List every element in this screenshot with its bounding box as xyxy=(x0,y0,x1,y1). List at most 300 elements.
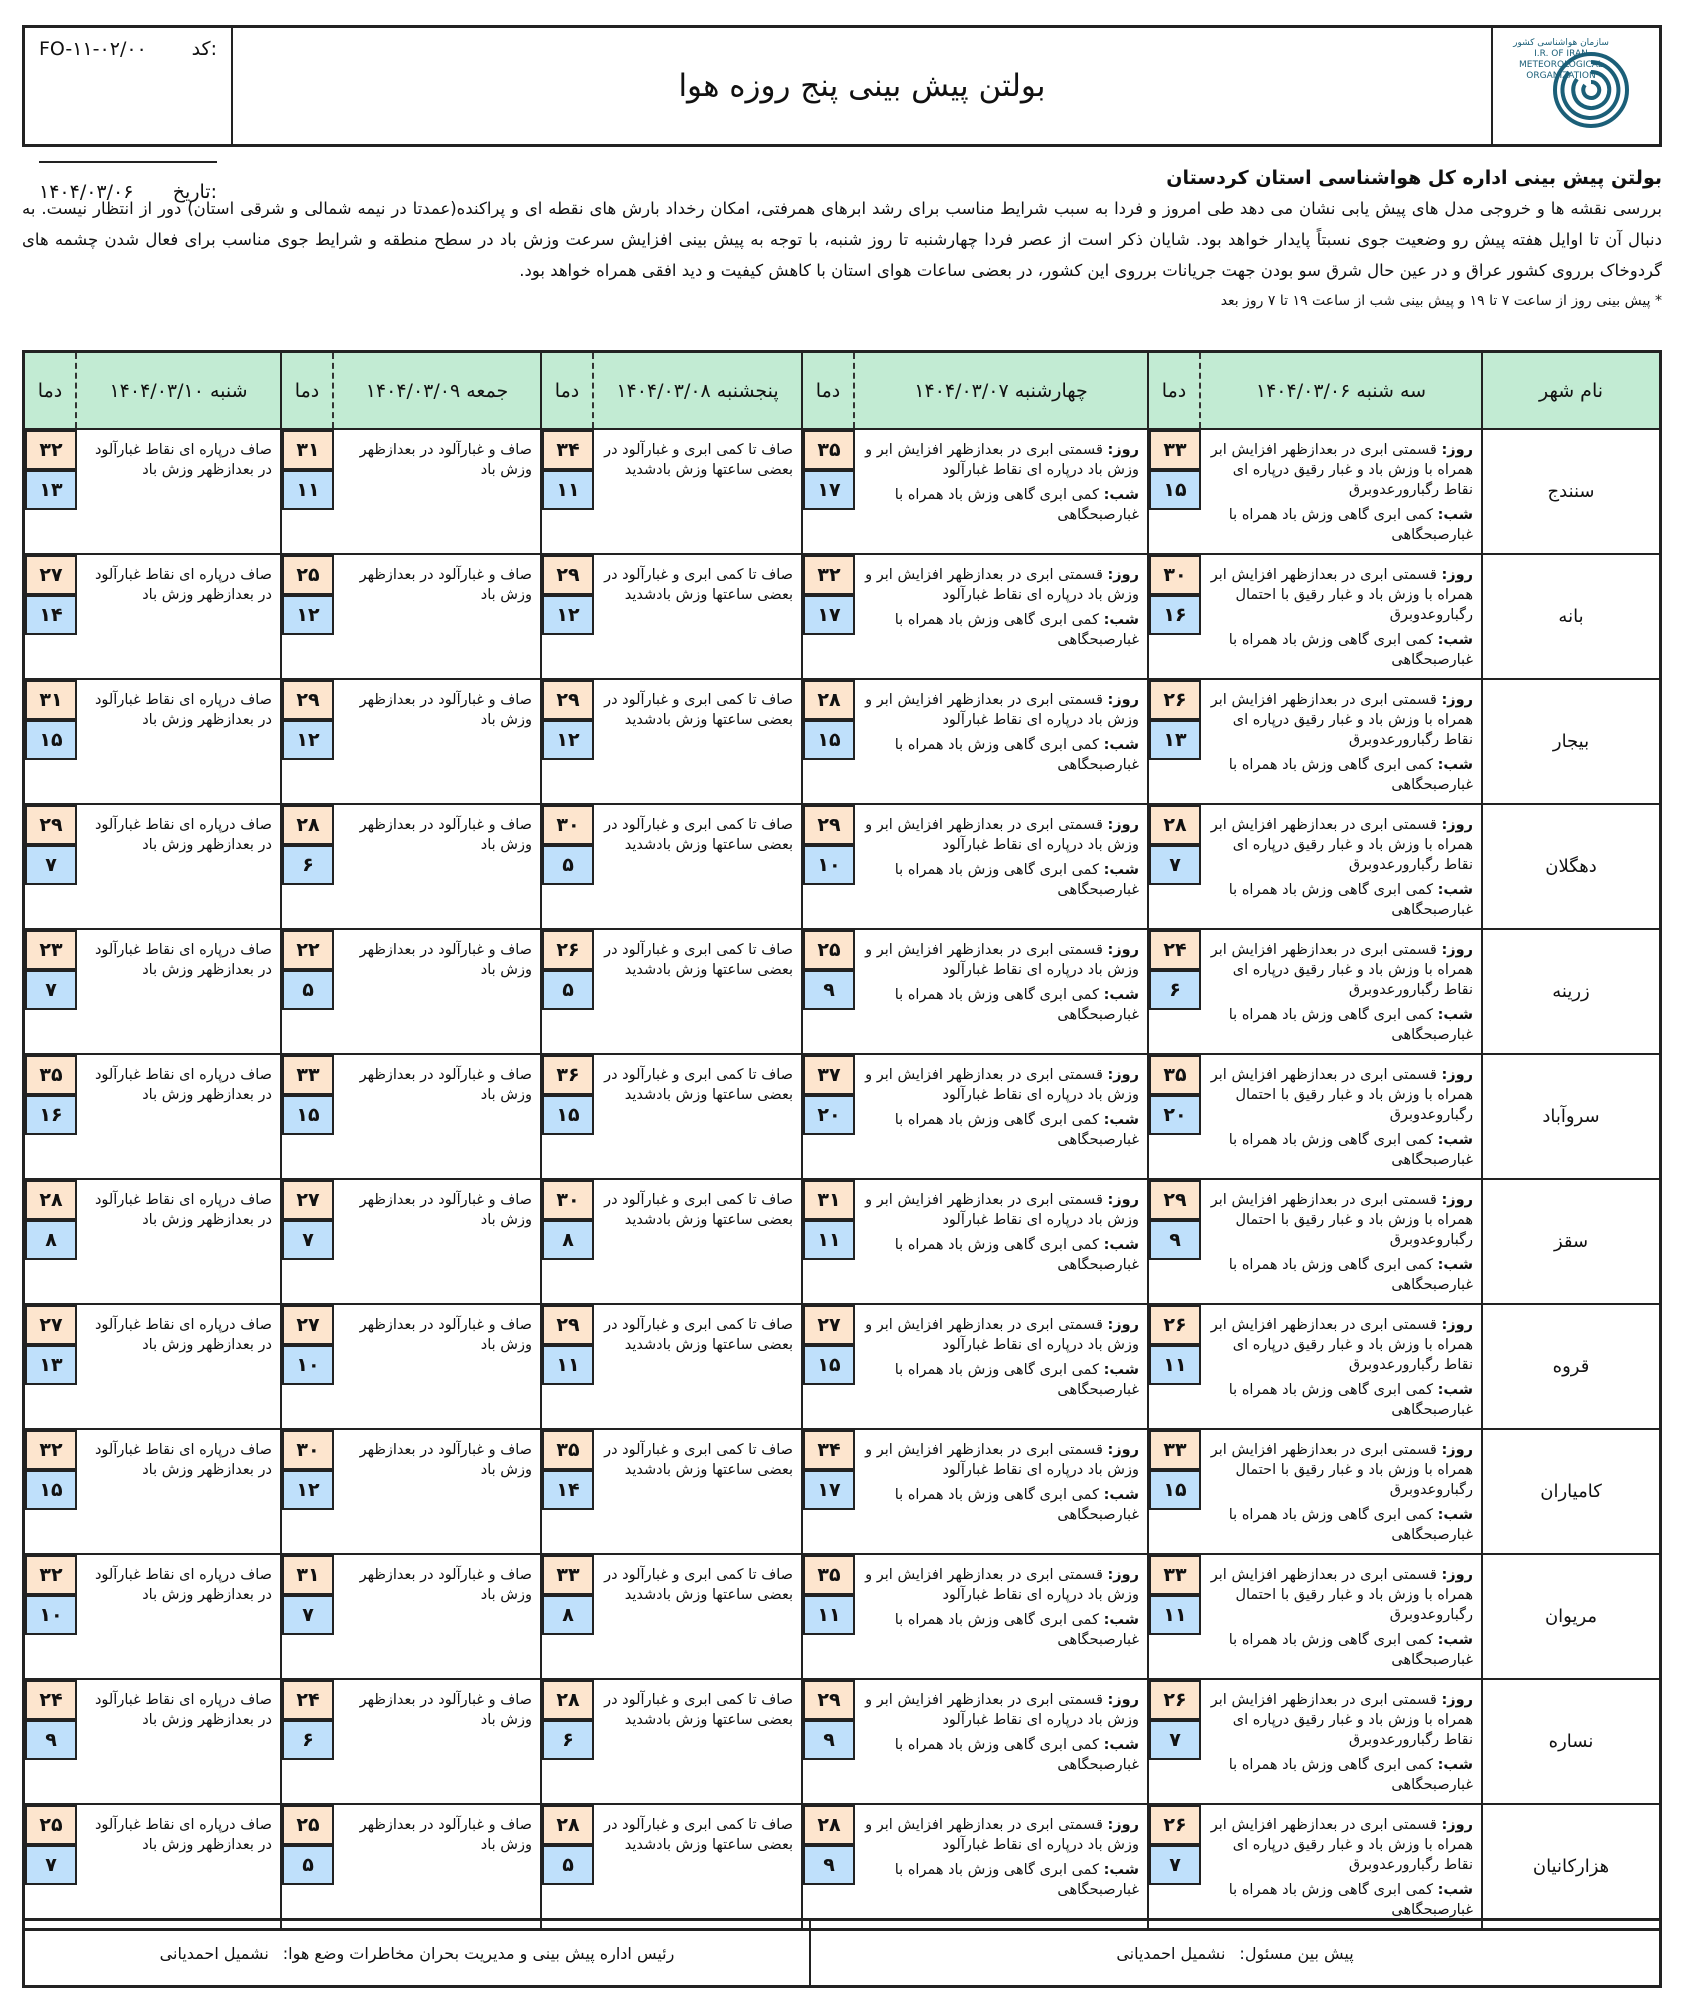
day-text: قسمتی ابری در بعدازظهر افزایش ابر و وزش باد درپاره ای نقاط غبارآلود xyxy=(865,817,1139,853)
min-temp: ۱۲ xyxy=(282,595,334,635)
night-forecast xyxy=(1205,1755,1473,1795)
table-row xyxy=(25,680,1659,805)
night-label: شب: xyxy=(1437,507,1473,523)
organization-logo xyxy=(1491,28,1659,144)
min-temp: ۱۵ xyxy=(803,720,855,760)
min-temp: ۷ xyxy=(1149,1720,1201,1760)
forecast-description: صاف تا کمی ابری و غبارآلود در بعضی ساعتها وزش بادشدید xyxy=(594,1805,803,1928)
day-text: قسمتی ابری در بعدازظهر افزایش ابر و وزش باد درپاره ای نقاط غبارآلود xyxy=(865,1567,1139,1603)
night-forecast xyxy=(1205,1505,1473,1545)
intro-heading: بولتن پیش بینی اداره کل هواشناسی استان کردستان xyxy=(1166,167,1662,189)
day-forecast xyxy=(859,1815,1139,1855)
night-text: کمی ابری گاهی وزش باد همراه با غبارصبحگاهی xyxy=(1228,1507,1473,1543)
temp-cell xyxy=(542,555,594,678)
forecast-description: صاف درپاره ای نقاط غبارآلود در بعدازظهر وزش باد xyxy=(77,805,282,928)
temp-cell xyxy=(542,1680,594,1803)
max-temp: ۳۳ xyxy=(1149,430,1201,470)
forecast-description: صاف و غبارآلود در بعدازظهر وزش باد xyxy=(334,1555,542,1678)
max-temp: ۲۶ xyxy=(1149,1305,1201,1345)
forecast-description xyxy=(855,805,1149,928)
max-temp: ۳۳ xyxy=(1149,1555,1201,1595)
day-label: روز: xyxy=(1107,817,1139,833)
day-label: روز: xyxy=(1441,442,1473,458)
temp-cell xyxy=(282,805,334,928)
day-forecast xyxy=(1205,1065,1473,1125)
day-label: روز: xyxy=(1107,1067,1139,1083)
temp-cell xyxy=(803,1430,855,1553)
forecast-description: صاف و غبارآلود در بعدازظهر وزش باد xyxy=(334,930,542,1053)
night-label: شب: xyxy=(1103,1737,1139,1753)
max-temp: ۳۲ xyxy=(25,1555,77,1595)
night-text: کمی ابری گاهی وزش باد همراه با غبارصبحگاهی xyxy=(1228,507,1473,543)
forecast-description xyxy=(855,1680,1149,1803)
max-temp: ۲۹ xyxy=(803,1680,855,1720)
night-label: شب: xyxy=(1103,1487,1139,1503)
night-text: کمی ابری گاهی وزش باد همراه با غبارصبحگاهی xyxy=(894,987,1139,1023)
night-forecast xyxy=(859,1110,1139,1150)
day-label: روز: xyxy=(1107,1192,1139,1208)
max-temp: ۳۳ xyxy=(542,1555,594,1595)
max-temp: ۳۴ xyxy=(542,430,594,470)
max-temp: ۲۷ xyxy=(803,1305,855,1345)
forecast-description xyxy=(855,1180,1149,1303)
day-forecast xyxy=(859,565,1139,605)
min-temp: ۱۳ xyxy=(1149,720,1201,760)
night-forecast xyxy=(859,485,1139,525)
forecast-description: صاف درپاره ای نقاط غبارآلود در بعدازظهر وزش باد xyxy=(77,1430,282,1553)
min-temp: ۱۴ xyxy=(25,595,77,635)
temp-cell xyxy=(1149,1305,1201,1428)
temp-cell xyxy=(282,555,334,678)
temp-cell xyxy=(542,1055,594,1178)
day-text: قسمتی ابری در بعدازظهر افزایش ابر همراه با وزش باد و غبار رقیق با احتمال رگباروعدوبرق xyxy=(1210,1442,1473,1498)
min-temp: ۸ xyxy=(542,1595,594,1635)
min-temp: ۱۱ xyxy=(1149,1345,1201,1385)
forecast-description: صاف درپاره ای نقاط غبارآلود در بعدازظهر وزش باد xyxy=(77,1305,282,1428)
temp-header-2: دما xyxy=(803,353,855,428)
min-temp: ۱۶ xyxy=(25,1095,77,1135)
temp-cell xyxy=(1149,805,1201,928)
min-temp: ۱۲ xyxy=(282,720,334,760)
max-temp: ۳۵ xyxy=(25,1055,77,1095)
night-text: کمی ابری گاهی وزش باد همراه با غبارصبحگاهی xyxy=(1228,1132,1473,1168)
day-forecast xyxy=(859,940,1139,980)
forecast-description: صاف تا کمی ابری و غبارآلود در بعضی ساعتها وزش بادشدید xyxy=(594,1180,803,1303)
city-name: بیجار xyxy=(1552,731,1590,752)
min-temp: ۱۵ xyxy=(25,1470,77,1510)
temp-cell xyxy=(542,680,594,803)
night-forecast xyxy=(1205,630,1473,670)
day-label: روز: xyxy=(1107,1442,1139,1458)
forecast-description: صاف تا کمی ابری و غبارآلود در بعضی ساعتها وزش بادشدید xyxy=(594,1305,803,1428)
min-temp: ۱۲ xyxy=(282,1470,334,1510)
max-temp: ۲۹ xyxy=(1149,1180,1201,1220)
forecast-description xyxy=(855,1555,1149,1678)
min-temp: ۶ xyxy=(542,1720,594,1760)
table-row xyxy=(25,1180,1659,1305)
day-text: قسمتی ابری در بعدازظهر افزایش ابر همراه با وزش باد و غبار رقیق درپاره ای نقاط رگبارورعدوبرق xyxy=(1210,442,1473,498)
head-name: نشمیل احمدیانی xyxy=(159,1943,269,1963)
night-text: کمی ابری گاهی وزش باد همراه با غبارصبحگاهی xyxy=(894,1612,1139,1648)
max-temp: ۲۸ xyxy=(282,805,334,845)
max-temp: ۳۵ xyxy=(542,1430,594,1470)
day-text: قسمتی ابری در بعدازظهر افزایش ابر و وزش باد درپاره ای نقاط غبارآلود xyxy=(865,1692,1139,1728)
temp-cell xyxy=(542,805,594,928)
night-forecast xyxy=(1205,505,1473,545)
night-text: کمی ابری گاهی وزش باد همراه با غبارصبحگاهی xyxy=(894,487,1139,523)
max-temp: ۲۷ xyxy=(282,1305,334,1345)
forecast-description: صاف و غبارآلود در بعدازظهر وزش باد xyxy=(334,1805,542,1928)
temp-cell xyxy=(803,930,855,1053)
day-label: روز: xyxy=(1441,692,1473,708)
night-label: شب: xyxy=(1437,1007,1473,1023)
head-label: رئیس اداره پیش بینی و مدیریت بحران مخاطرات وضع هوا: xyxy=(282,1943,675,1963)
forecast-description: صاف و غبارآلود در بعدازظهر وزش باد xyxy=(334,1430,542,1553)
min-temp: ۱۰ xyxy=(803,845,855,885)
forecast-description xyxy=(1201,1680,1483,1803)
night-forecast xyxy=(859,1235,1139,1275)
night-text: کمی ابری گاهی وزش باد همراه با غبارصبحگاهی xyxy=(1228,1007,1473,1043)
day-text: قسمتی ابری در بعدازظهر افزایش ابر همراه با وزش باد و غبار رقیق درپاره ای نقاط رگبارورعدوبرق xyxy=(1210,1317,1473,1373)
min-temp: ۱۵ xyxy=(1149,1470,1201,1510)
forecast-description xyxy=(1201,1430,1483,1553)
day-text: قسمتی ابری در بعدازظهر افزایش ابر و وزش باد درپاره ای نقاط غبارآلود xyxy=(865,692,1139,728)
temp-cell xyxy=(1149,555,1201,678)
min-temp: ۱۵ xyxy=(25,720,77,760)
temp-cell xyxy=(1149,1680,1201,1803)
night-forecast xyxy=(1205,1130,1473,1170)
night-text: کمی ابری گاهی وزش باد همراه با غبارصبحگاهی xyxy=(894,1112,1139,1148)
forecast-description xyxy=(1201,1555,1483,1678)
night-label: شب: xyxy=(1437,757,1473,773)
temp-cell xyxy=(282,1055,334,1178)
night-label: شب: xyxy=(1437,632,1473,648)
temp-cell xyxy=(803,680,855,803)
max-temp: ۲۶ xyxy=(542,930,594,970)
max-temp: ۲۷ xyxy=(25,1305,77,1345)
day-text: قسمتی ابری در بعدازظهر افزایش ابر همراه با وزش باد و غبار رقیق درپاره ای نقاط رگبارورعدوبرق xyxy=(1210,692,1473,748)
day-label: روز: xyxy=(1441,1067,1473,1083)
day-label: روز: xyxy=(1441,1192,1473,1208)
forecast-description: صاف و غبارآلود در بعدازظهر وزش باد xyxy=(334,430,542,553)
forecast-description xyxy=(1201,430,1483,553)
min-temp: ۶ xyxy=(1149,970,1201,1010)
night-text: کمی ابری گاهی وزش باد همراه با غبارصبحگاهی xyxy=(1228,632,1473,668)
forecast-description: صاف و غبارآلود در بعدازظهر وزش باد xyxy=(334,1055,542,1178)
min-temp: ۵ xyxy=(282,970,334,1010)
night-label: شب: xyxy=(1437,1382,1473,1398)
min-temp: ۵ xyxy=(282,1845,334,1885)
table-row xyxy=(25,1430,1659,1555)
day-text: قسمتی ابری در بعدازظهر افزایش ابر همراه با وزش باد و غبار رقیق با احتمال رگباروعدوبرق xyxy=(1210,1192,1473,1248)
min-temp: ۱۵ xyxy=(1149,470,1201,510)
min-temp: ۱۴ xyxy=(542,1470,594,1510)
min-temp: ۹ xyxy=(25,1720,77,1760)
night-forecast xyxy=(1205,880,1473,920)
table-row xyxy=(25,1055,1659,1180)
temp-cell xyxy=(25,1055,77,1178)
temp-cell xyxy=(282,1180,334,1303)
forecast-description xyxy=(1201,1805,1483,1928)
temp-cell xyxy=(282,930,334,1053)
temp-cell xyxy=(1149,1055,1201,1178)
night-text: کمی ابری گاهی وزش باد همراه با غبارصبحگاهی xyxy=(1228,1632,1473,1668)
max-temp: ۲۹ xyxy=(542,680,594,720)
max-temp: ۳۵ xyxy=(1149,1055,1201,1095)
forecast-description: صاف درپاره ای نقاط غبارآلود در بعدازظهر وزش باد xyxy=(77,1680,282,1803)
max-temp: ۳۱ xyxy=(25,680,77,720)
forecast-description: صاف تا کمی ابری و غبارآلود در بعضی ساعتها وزش بادشدید xyxy=(594,680,803,803)
forecast-description: صاف تا کمی ابری و غبارآلود در بعضی ساعتها وزش بادشدید xyxy=(594,1430,803,1553)
max-temp: ۲۸ xyxy=(803,1805,855,1845)
temp-cell xyxy=(25,1555,77,1678)
max-temp: ۳۱ xyxy=(282,1555,334,1595)
day-text: قسمتی ابری در بعدازظهر افزایش ابر و وزش باد درپاره ای نقاط غبارآلود xyxy=(865,1192,1139,1228)
day-text: قسمتی ابری در بعدازظهر افزایش ابر همراه با وزش باد و غبار رقیق درپاره ای نقاط رگبارورعدوبرق xyxy=(1210,1692,1473,1748)
max-temp: ۲۹ xyxy=(542,555,594,595)
max-temp: ۳۵ xyxy=(803,430,855,470)
min-temp: ۷ xyxy=(25,970,77,1010)
min-temp: ۱۱ xyxy=(542,470,594,510)
forecast-description: صاف درپاره ای نقاط غبارآلود در بعدازظهر وزش باد xyxy=(77,1555,282,1678)
day-label: روز: xyxy=(1441,1442,1473,1458)
night-text: کمی ابری گاهی وزش باد همراه با غبارصبحگاهی xyxy=(894,862,1139,898)
forecast-description xyxy=(1201,930,1483,1053)
forecast-description: صاف تا کمی ابری و غبارآلود در بعضی ساعتها وزش بادشدید xyxy=(594,1055,803,1178)
forecast-description: صاف و غبارآلود در بعدازظهر وزش باد xyxy=(334,1180,542,1303)
table-row xyxy=(25,430,1659,555)
min-temp: ۹ xyxy=(1149,1220,1201,1260)
day-text: قسمتی ابری در بعدازظهر افزایش ابر و وزش باد درپاره ای نقاط غبارآلود xyxy=(865,1067,1139,1103)
code-value: FO-۱۱-۰۲/۰۰ xyxy=(39,38,147,60)
night-forecast xyxy=(859,1735,1139,1775)
temp-cell xyxy=(1149,680,1201,803)
table-row xyxy=(25,1305,1659,1430)
table-row xyxy=(25,1680,1659,1805)
min-temp: ۷ xyxy=(282,1595,334,1635)
min-temp: ۹ xyxy=(803,1845,855,1885)
max-temp: ۲۲ xyxy=(282,930,334,970)
max-temp: ۲۴ xyxy=(282,1680,334,1720)
day-header-3: پنجشنبه ۱۴۰۴/۰۳/۰۸ xyxy=(594,353,803,428)
day-text: قسمتی ابری در بعدازظهر افزایش ابر و وزش باد درپاره ای نقاط غبارآلود xyxy=(865,1817,1139,1853)
night-label: شب: xyxy=(1103,1612,1139,1628)
max-temp: ۳۲ xyxy=(803,555,855,595)
temp-cell xyxy=(1149,930,1201,1053)
table-body xyxy=(25,430,1659,1928)
day-label: روز: xyxy=(1107,692,1139,708)
max-temp: ۲۵ xyxy=(282,555,334,595)
day-forecast xyxy=(1205,1690,1473,1750)
temp-cell xyxy=(542,1305,594,1428)
city-name: سروآباد xyxy=(1542,1106,1600,1127)
forecast-description xyxy=(855,1805,1149,1928)
day-label: روز: xyxy=(1107,567,1139,583)
night-label: شب: xyxy=(1437,1132,1473,1148)
max-temp: ۳۰ xyxy=(542,1180,594,1220)
day-text: قسمتی ابری در بعدازظهر افزایش ابر همراه با وزش باد و غبار رقیق با احتمال رگباروعدوبرق xyxy=(1210,1067,1473,1123)
temp-cell xyxy=(282,1555,334,1678)
temp-cell xyxy=(282,1305,334,1428)
day-label: روز: xyxy=(1441,817,1473,833)
max-temp: ۳۳ xyxy=(1149,1430,1201,1470)
max-temp: ۳۳ xyxy=(282,1055,334,1095)
temp-cell xyxy=(282,1430,334,1553)
day-header-4: جمعه ۱۴۰۴/۰۳/۰۹ xyxy=(334,353,542,428)
max-temp: ۲۵ xyxy=(803,930,855,970)
night-label: شب: xyxy=(1103,987,1139,1003)
day-forecast xyxy=(1205,1440,1473,1500)
min-temp: ۸ xyxy=(542,1220,594,1260)
max-temp: ۲۴ xyxy=(1149,930,1201,970)
temp-cell xyxy=(542,1805,594,1928)
night-text: کمی ابری گاهی وزش باد همراه با غبارصبحگاهی xyxy=(894,1237,1139,1273)
day-label: روز: xyxy=(1441,1317,1473,1333)
temp-cell xyxy=(542,1430,594,1553)
max-temp: ۲۸ xyxy=(1149,805,1201,845)
max-temp: ۳۰ xyxy=(1149,555,1201,595)
night-text: کمی ابری گاهی وزش باد همراه با غبارصبحگاهی xyxy=(1228,1257,1473,1293)
min-temp: ۱۶ xyxy=(1149,595,1201,635)
temp-cell xyxy=(282,1805,334,1928)
min-temp: ۱۱ xyxy=(1149,1595,1201,1635)
forecast-time-note: * پیش بینی روز از ساعت ۷ تا ۱۹ و پیش بینی شب از ساعت ۱۹ تا ۷ روز بعد xyxy=(1220,293,1662,309)
day-label: روز: xyxy=(1107,1692,1139,1708)
day-label: روز: xyxy=(1107,1317,1139,1333)
min-temp: ۷ xyxy=(25,1845,77,1885)
day-text: قسمتی ابری در بعدازظهر افزایش ابر همراه با وزش باد و غبار رقیق درپاره ای نقاط رگبارورعدوبرق xyxy=(1210,942,1473,998)
min-temp: ۲۰ xyxy=(803,1095,855,1135)
day-forecast xyxy=(859,1065,1139,1105)
document-code-box xyxy=(25,28,233,203)
forecast-description: صاف تا کمی ابری و غبارآلود در بعضی ساعتها وزش بادشدید xyxy=(594,1555,803,1678)
day-label: روز: xyxy=(1441,1692,1473,1708)
forecast-description xyxy=(855,430,1149,553)
temp-cell xyxy=(803,1180,855,1303)
intro-body: بررسی نقشه ها و خروجی مدل های پیش یابی نشان می دهد طی امروز و فردا به سبب شرایط مناسب برای رشد ابرهای همرفتی، امکان رخداد بارش های نقطه ای و پراکنده(عمدتا در نیمه شمالی و شرقی استان) دور از انتظار نیست. به دنبال آن تا اوایل هفته پیش رو وضعیت جوی نسبتاً پایدار خواهد بود. شایان ذکر است از عصر فردا چهارشنبه تا روز شنبه، با توجه به پیش بینی افزایش سرعت وزش باد در سطح منطقه و شرایط جوی مناسب برای فعال شدن چشمه های گردوخاک برروی کشور عراق و در عین حال شرق سو بودن جهت جریانات برروی این کشور، در بعضی ساعات هوای استان با کاهش کیفیت و دید افقی همراه خواهد بود. xyxy=(22,199,1662,280)
day-text: قسمتی ابری در بعدازظهر افزایش ابر و وزش باد درپاره ای نقاط غبارآلود xyxy=(865,1442,1139,1478)
temp-cell xyxy=(803,430,855,553)
city-name: مریوان xyxy=(1544,1606,1598,1627)
max-temp: ۲۹ xyxy=(803,805,855,845)
forecast-description xyxy=(855,680,1149,803)
night-forecast xyxy=(1205,1380,1473,1420)
min-temp: ۱۵ xyxy=(542,1095,594,1135)
day-forecast xyxy=(859,1315,1139,1355)
max-temp: ۳۱ xyxy=(282,430,334,470)
min-temp: ۱۱ xyxy=(282,470,334,510)
table-row xyxy=(25,805,1659,930)
max-temp: ۲۹ xyxy=(542,1305,594,1345)
max-temp: ۲۶ xyxy=(1149,680,1201,720)
min-temp: ۱۱ xyxy=(542,1345,594,1385)
day-text: قسمتی ابری در بعدازظهر افزایش ابر و وزش باد درپاره ای نقاط غبارآلود xyxy=(865,442,1139,478)
day-text: قسمتی ابری در بعدازظهر افزایش ابر همراه با وزش باد و غبار رقیق درپاره ای نقاط رگبارورعدوبرق xyxy=(1210,817,1473,873)
forecast-description xyxy=(1201,680,1483,803)
max-temp: ۲۹ xyxy=(282,680,334,720)
min-temp: ۱۷ xyxy=(803,595,855,635)
night-text: کمی ابری گاهی وزش باد همراه با غبارصبحگاهی xyxy=(894,1487,1139,1523)
min-temp: ۸ xyxy=(25,1220,77,1260)
min-temp: ۱۰ xyxy=(282,1345,334,1385)
night-label: شب: xyxy=(1437,1632,1473,1648)
night-text: کمی ابری گاهی وزش باد همراه با غبارصبحگاهی xyxy=(894,1362,1139,1398)
forecast-description: صاف درپاره ای نقاط غبارآلود در بعدازظهر وزش باد xyxy=(77,930,282,1053)
night-label: شب: xyxy=(1103,737,1139,753)
city-name: قروه xyxy=(1552,1356,1590,1377)
min-temp: ۱۱ xyxy=(803,1595,855,1635)
min-temp: ۷ xyxy=(25,845,77,885)
temp-cell xyxy=(1149,1555,1201,1678)
temp-cell xyxy=(25,1680,77,1803)
forecast-description: صاف تا کمی ابری و غبارآلود در بعضی ساعتها وزش بادشدید xyxy=(594,555,803,678)
min-temp: ۵ xyxy=(542,1845,594,1885)
forecast-description: صاف تا کمی ابری و غبارآلود در بعضی ساعتها وزش بادشدید xyxy=(594,430,803,553)
max-temp: ۲۹ xyxy=(25,805,77,845)
night-forecast xyxy=(859,860,1139,900)
max-temp: ۳۷ xyxy=(803,1055,855,1095)
day-forecast xyxy=(859,440,1139,480)
day-forecast xyxy=(1205,815,1473,875)
table-row xyxy=(25,555,1659,680)
night-forecast xyxy=(859,985,1139,1025)
day-forecast xyxy=(859,815,1139,855)
day-forecast xyxy=(1205,1815,1473,1875)
forecast-description: صاف درپاره ای نقاط غبارآلود در بعدازظهر وزش باد xyxy=(77,1055,282,1178)
night-label: شب: xyxy=(1103,1862,1139,1878)
temp-cell xyxy=(542,930,594,1053)
night-forecast xyxy=(859,1860,1139,1900)
forecast-description xyxy=(1201,1055,1483,1178)
max-temp: ۲۴ xyxy=(25,1680,77,1720)
day-forecast xyxy=(859,690,1139,730)
forecast-description: صاف درپاره ای نقاط غبارآلود در بعدازظهر وزش باد xyxy=(77,1805,282,1928)
min-temp: ۱۲ xyxy=(542,595,594,635)
temp-cell xyxy=(542,430,594,553)
day-text: قسمتی ابری در بعدازظهر افزایش ابر همراه با وزش باد و غبار رقیق با احتمال رگباروعدوبرق xyxy=(1210,1567,1473,1623)
day-label: روز: xyxy=(1107,942,1139,958)
night-text: کمی ابری گاهی وزش باد همراه با غبارصبحگاهی xyxy=(1228,1382,1473,1418)
min-temp: ۱۳ xyxy=(25,1345,77,1385)
temp-cell xyxy=(25,1430,77,1553)
max-temp: ۲۷ xyxy=(282,1180,334,1220)
max-temp: ۳۰ xyxy=(282,1430,334,1470)
forecast-description xyxy=(855,1305,1149,1428)
day-header-2: چهارشنبه ۱۴۰۴/۰۳/۰۷ xyxy=(855,353,1149,428)
night-forecast xyxy=(1205,1005,1473,1045)
temp-cell xyxy=(25,930,77,1053)
night-forecast xyxy=(859,1485,1139,1525)
min-temp: ۷ xyxy=(1149,845,1201,885)
night-text: کمی ابری گاهی وزش باد همراه با غبارصبحگاهی xyxy=(894,737,1139,773)
day-forecast xyxy=(1205,565,1473,625)
day-forecast xyxy=(859,1440,1139,1480)
max-temp: ۲۷ xyxy=(25,555,77,595)
city-name: سقز xyxy=(1553,1231,1589,1252)
signature-footer xyxy=(22,1918,1662,1988)
night-text: کمی ابری گاهی وزش باد همراه با غبارصبحگاهی xyxy=(894,612,1139,648)
temp-cell xyxy=(803,1680,855,1803)
temp-cell xyxy=(1149,430,1201,553)
night-forecast xyxy=(859,610,1139,650)
day-forecast xyxy=(1205,1315,1473,1375)
day-forecast xyxy=(1205,1565,1473,1625)
night-text: کمی ابری گاهی وزش باد همراه با غبارصبحگاهی xyxy=(1228,1757,1473,1793)
max-temp: ۲۳ xyxy=(25,930,77,970)
temp-cell xyxy=(542,1555,594,1678)
forecaster-name: نشمیل احمدیانی xyxy=(1116,1943,1226,1963)
min-temp: ۱۳ xyxy=(25,470,77,510)
